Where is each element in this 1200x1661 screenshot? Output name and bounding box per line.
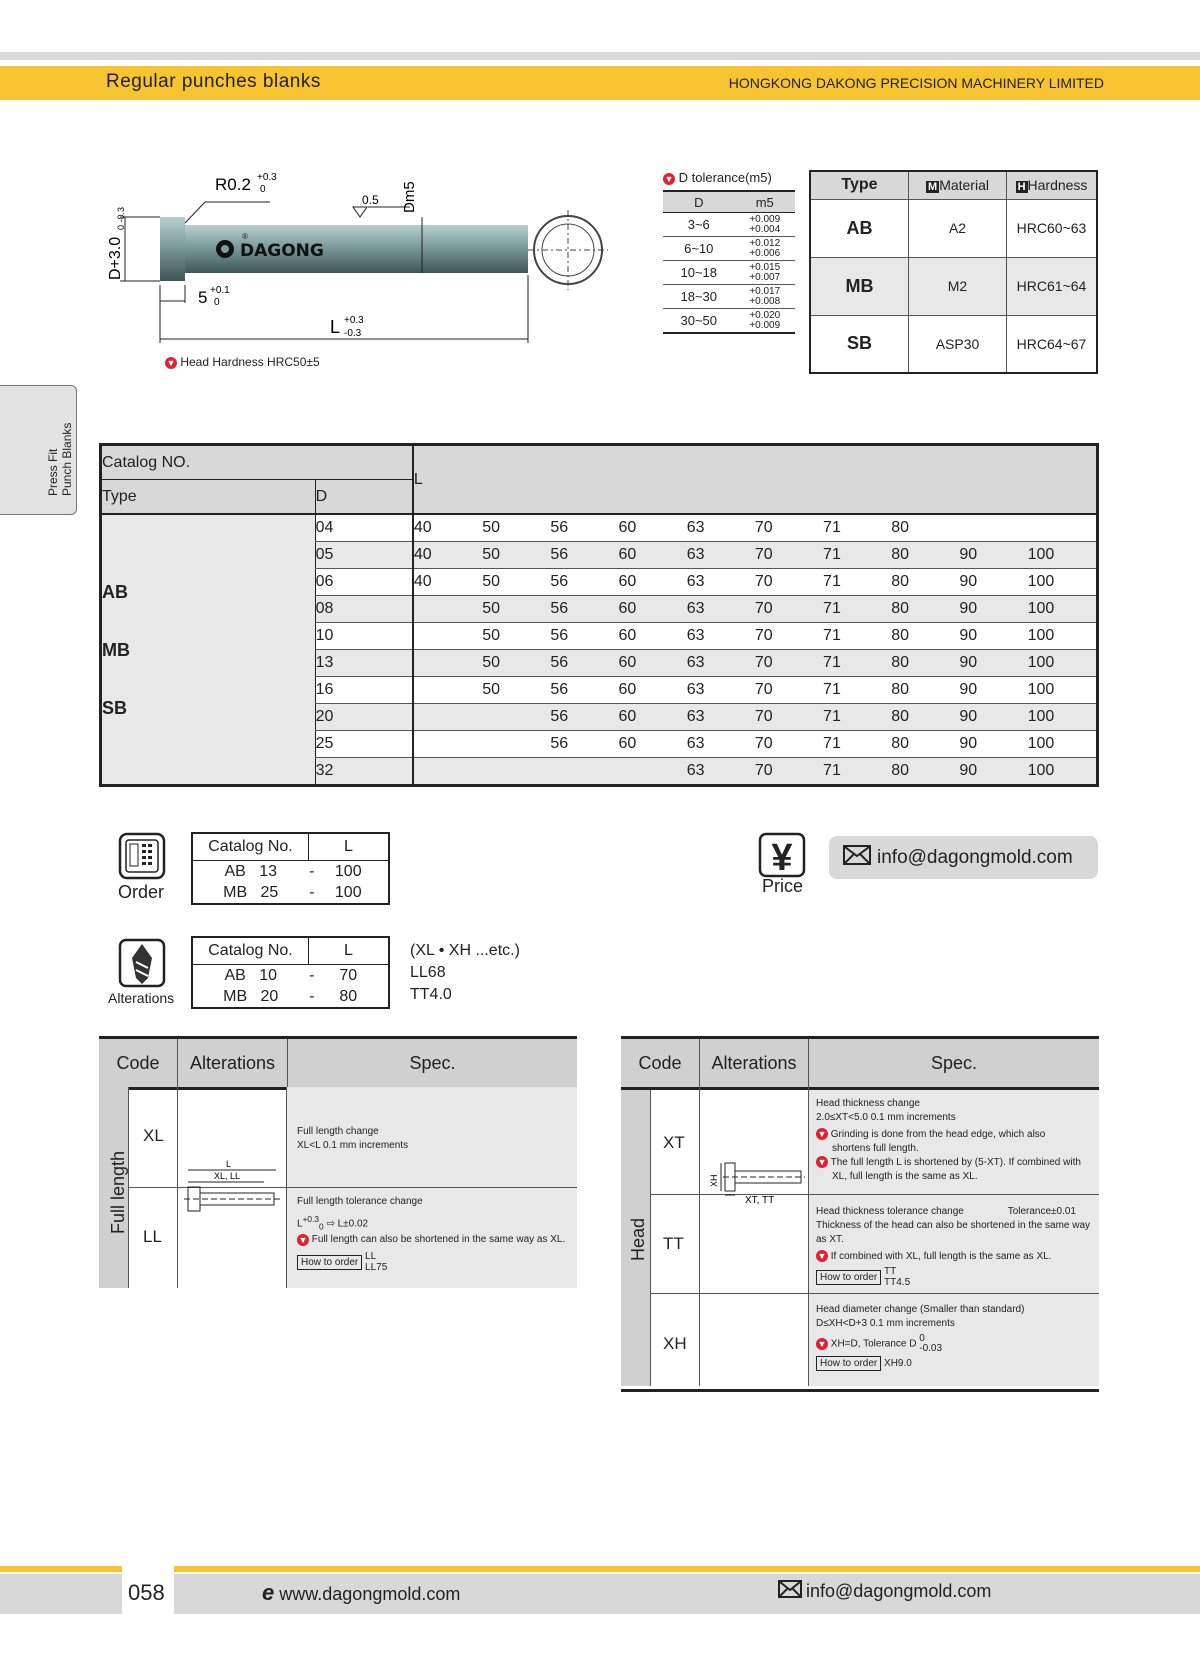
l-cell: 71 xyxy=(823,758,891,786)
l-cell: 71 xyxy=(823,514,891,542)
tolerance-row: 3~6 +0.009 +0.004 xyxy=(663,213,795,237)
code-ll: LL xyxy=(143,1227,162,1246)
l-cell: 60 xyxy=(619,542,687,569)
l-cell: 90 xyxy=(959,704,1027,731)
l-cell xyxy=(1028,514,1098,542)
svg-text:0: 0 xyxy=(260,184,266,195)
punch-head xyxy=(160,217,185,281)
svg-text:0: 0 xyxy=(214,297,220,308)
l-cell: 63 xyxy=(687,623,755,650)
l-cell: 70 xyxy=(755,731,823,758)
ll-spec: Full length tolerance change $L^{+0.3}_0$ ⇨ L±0.02 ▼ Full length can also be shortened in the same way as XL. How to order LL LL75 xyxy=(297,1196,566,1274)
l-cell: 80 xyxy=(891,677,959,704)
l-cell: 90 xyxy=(959,596,1027,623)
svg-text:®: ® xyxy=(242,232,248,241)
svg-text:+0.1: +0.1 xyxy=(210,285,230,296)
side-tab[interactable] xyxy=(0,385,77,515)
footer-website[interactable]: e www.dagongmold.com xyxy=(262,1580,461,1605)
l-cell: 70 xyxy=(755,542,823,569)
l-cell: 50 xyxy=(482,596,550,623)
alterations-notes: (XL • XH ...etc.) LL68 TT4.0 xyxy=(410,942,520,1003)
type-list: AB MB SB xyxy=(101,514,316,786)
svg-text:0 -0.3: 0 -0.3 xyxy=(116,206,126,230)
l-cell: 56 xyxy=(550,623,618,650)
l-cell: 71 xyxy=(823,731,891,758)
warning-icon: ▼ xyxy=(664,173,674,184)
material-row: AB A2 HRC60~63 xyxy=(810,199,1097,257)
l-cell: 90 xyxy=(959,569,1027,596)
l-cell xyxy=(413,623,482,650)
l-cell: 80 xyxy=(891,623,959,650)
order-row: AB 10 - 70 xyxy=(224,966,358,984)
l-cell: 70 xyxy=(755,514,823,542)
head-figure xyxy=(705,1157,805,1207)
svg-text:L: L xyxy=(226,1159,232,1169)
brand-text: DAGONG xyxy=(240,241,324,261)
l-cell: 63 xyxy=(687,569,755,596)
l-cell xyxy=(413,650,482,677)
catalog-no-header: Catalog NO. xyxy=(101,445,413,480)
tolerance-row: 18~30 +0.017 +0.008 xyxy=(663,285,795,309)
d-cell: 16 xyxy=(315,677,413,704)
l-cell: 100 xyxy=(1028,569,1098,596)
order-row: MB 25 - 100 xyxy=(223,883,362,901)
l-cell: 50 xyxy=(482,650,550,677)
l-cell: 100 xyxy=(1028,623,1098,650)
hardness-icon: H xyxy=(1017,181,1026,194)
d-cell: 13 xyxy=(315,650,413,677)
l-cell xyxy=(619,758,687,786)
full-length-table: Code Alterations Spec. xyxy=(99,1036,577,1090)
how-to-order-ll: How to order xyxy=(297,1255,362,1270)
page-number: 058 xyxy=(128,1580,165,1605)
length-label: L xyxy=(330,317,341,337)
l-cell xyxy=(413,704,482,731)
web-e-icon: e xyxy=(262,1580,275,1605)
l-cell: 100 xyxy=(1028,731,1098,758)
end-view xyxy=(528,210,608,290)
l-cell: 56 xyxy=(550,677,618,704)
material-icon: M xyxy=(928,181,938,194)
radius-label: R0.2 xyxy=(215,175,251,194)
tolerance-row: 6~10 +0.012 +0.006 xyxy=(663,237,795,261)
order-table: Catalog No. L AB 13 - 100 MB 25 - 100 xyxy=(191,832,390,905)
l-cell: 40 xyxy=(413,514,482,542)
tolerance-row: 30~50 +0.020 +0.009 xyxy=(663,309,795,334)
catalog-row xyxy=(101,514,1098,542)
l-cell: 80 xyxy=(891,704,959,731)
warning-icon: ▼ xyxy=(166,357,176,368)
d-cell: 32 xyxy=(315,758,413,786)
order-row: AB 13 - 100 xyxy=(224,862,362,880)
l-cell: 80 xyxy=(891,514,959,542)
side-tab-label: Press Fit Punch Blanks xyxy=(46,422,74,496)
full-length-body xyxy=(99,1087,577,1288)
l-cell: 63 xyxy=(687,758,755,786)
l-cell: 90 xyxy=(959,542,1027,569)
material-row: SB ASP30 HRC64~67 xyxy=(810,315,1097,373)
punch-drawing xyxy=(100,165,660,380)
l-cell: 63 xyxy=(687,514,755,542)
svg-text:+0.3: +0.3 xyxy=(257,172,277,183)
price-label: Price xyxy=(762,876,804,896)
tolerance-row: 10~18 +0.015 +0.007 xyxy=(663,261,795,285)
header-bar xyxy=(0,66,1200,100)
l-cell: 70 xyxy=(755,704,823,731)
l-cell: 100 xyxy=(1028,596,1098,623)
footer-email[interactable]: info@dagongmold.com xyxy=(778,1580,991,1602)
l-cell: 60 xyxy=(619,569,687,596)
tolerance-title: ▼ D tolerance(m5) xyxy=(664,170,772,185)
warning-icon: ▼ xyxy=(817,1251,827,1262)
code-xh: XH xyxy=(663,1334,687,1353)
l-cell: 71 xyxy=(823,542,891,569)
d-cell: 25 xyxy=(315,731,413,758)
l-cell xyxy=(413,758,482,786)
l-cell: 80 xyxy=(891,596,959,623)
warning-icon: ▼ xyxy=(817,1129,827,1140)
l-cell: 56 xyxy=(550,731,618,758)
five-label: 5 xyxy=(198,288,208,307)
l-cell: 70 xyxy=(755,677,823,704)
l-cell: 80 xyxy=(891,731,959,758)
l-cell: 90 xyxy=(959,677,1027,704)
l-cell: 100 xyxy=(1028,677,1098,704)
l-cell xyxy=(482,758,550,786)
l-cell: 71 xyxy=(823,569,891,596)
price-yen-icon xyxy=(758,832,808,878)
l-cell: 40 xyxy=(413,542,482,569)
l-cell: 56 xyxy=(550,542,618,569)
xl-spec: Full length change XL<L 0.1 mm increments xyxy=(297,1126,409,1151)
svg-text:XH: XH xyxy=(709,1174,719,1187)
svg-text:XT, TT: XT, TT xyxy=(745,1195,775,1206)
email-badge[interactable]: info@dagongmold.com xyxy=(829,836,1098,879)
material-table: Type M Material H Hardness AB A2 HRC60~63 MB M2 HRC61~64 SB ASP30 HRC64~67 xyxy=(809,170,1098,374)
l-cell: 50 xyxy=(482,569,550,596)
order-label: Order xyxy=(118,882,165,902)
l-cell: 56 xyxy=(550,514,618,542)
d-header: D xyxy=(315,480,413,515)
svg-text:XL, LL: XL, LL xyxy=(214,1171,241,1181)
l-cell: 63 xyxy=(687,650,755,677)
l-cell xyxy=(482,731,550,758)
l-cell: 71 xyxy=(823,650,891,677)
l-cell: 80 xyxy=(891,758,959,786)
l-cell: 60 xyxy=(619,596,687,623)
head-hardness-note: ▼ Head Hardness HRC50±5 xyxy=(166,355,320,369)
l-cell: 90 xyxy=(959,650,1027,677)
d-cell: 04 xyxy=(315,514,413,542)
l-cell: 100 xyxy=(1028,704,1098,731)
l-cell: 90 xyxy=(959,758,1027,786)
l-cell: 40 xyxy=(413,569,482,596)
l-cell: 60 xyxy=(619,623,687,650)
angle-label: 0.5 xyxy=(362,193,379,207)
l-cell: 63 xyxy=(687,677,755,704)
l-cell xyxy=(959,514,1027,542)
l-cell: 60 xyxy=(619,650,687,677)
alterations-drill-icon xyxy=(118,938,168,988)
l-cell: 56 xyxy=(550,569,618,596)
l-cell xyxy=(550,758,618,786)
full-length-figure xyxy=(184,1157,284,1217)
mail-icon xyxy=(843,845,871,865)
l-cell xyxy=(413,677,482,704)
l-cell: 80 xyxy=(891,569,959,596)
l-cell: 71 xyxy=(823,677,891,704)
xh-spec: Head diameter change (Smaller than standard) D≤XH<D+3 0.1 mm increments ▼ XH=D, Tolerance D 0 -0.03 How to order XH9.0 xyxy=(816,1304,1025,1369)
l-cell: 70 xyxy=(755,650,823,677)
l-cell: 60 xyxy=(619,677,687,704)
l-cell: 80 xyxy=(891,650,959,677)
d-cell: 05 xyxy=(315,542,413,569)
l-cell xyxy=(482,704,550,731)
how-to-order-tt: How to order xyxy=(816,1270,881,1285)
l-cell: 71 xyxy=(823,704,891,731)
l-header: L xyxy=(413,445,1098,515)
top-gray-band xyxy=(0,52,1200,60)
warning-icon: ▼ xyxy=(817,1157,827,1168)
l-cell: 56 xyxy=(550,596,618,623)
mail-icon xyxy=(778,1580,802,1598)
d-cell: 08 xyxy=(315,596,413,623)
l-cell: 50 xyxy=(482,677,550,704)
tt-spec: Head thickness tolerance change Tolerance±0.01 Thickness of the head can also be shortened in the same way as XT. ▼ If combined with XL, full length is the same as XL. How to order TT TT4.5 xyxy=(816,1206,1091,1288)
l-cell: 60 xyxy=(619,514,687,542)
l-cell: 90 xyxy=(959,731,1027,758)
code-xt: XT xyxy=(663,1133,685,1152)
l-cell: 100 xyxy=(1028,542,1098,569)
material-row: MB M2 HRC61~64 xyxy=(810,257,1097,315)
l-cell: 50 xyxy=(482,542,550,569)
company-name: HONGKONG DAKONG PRECISION MACHINERY LIMITED xyxy=(728,75,1104,91)
code-xl: XL xyxy=(143,1126,164,1145)
dm5-label: Dm5 xyxy=(401,181,418,213)
d-cell: 06 xyxy=(315,569,413,596)
l-cell: 60 xyxy=(619,731,687,758)
head-dim-label: D+3.0 xyxy=(107,236,124,280)
dagong-logo-icon xyxy=(216,240,234,258)
l-cell: 60 xyxy=(619,704,687,731)
xt-spec: Head thickness change 2.0≤XT<5.0 0.1 mm increments ▼ Grinding is done from the head edge, which also shortens full length. ▼ The full length L is shortened by (5-XT). If combined with XL, full length is the same as XL. xyxy=(816,1098,1081,1182)
l-cell: 70 xyxy=(755,596,823,623)
l-cell xyxy=(413,731,482,758)
l-cell: 100 xyxy=(1028,758,1098,786)
l-cell: 70 xyxy=(755,758,823,786)
type-header: Type xyxy=(101,480,316,515)
l-cell: 63 xyxy=(687,542,755,569)
alterations-table: Catalog No. L AB 10 - 70 MB 20 - 80 xyxy=(191,936,390,1009)
catalog-table xyxy=(99,443,1099,787)
l-cell: 56 xyxy=(550,650,618,677)
l-cell: 63 xyxy=(687,704,755,731)
l-cell: 63 xyxy=(687,731,755,758)
l-cell: 50 xyxy=(482,623,550,650)
l-cell: 70 xyxy=(755,569,823,596)
l-cell: 56 xyxy=(550,704,618,731)
head-group-label: Head xyxy=(628,1217,648,1261)
warning-icon: ▼ xyxy=(817,1339,827,1349)
page-title: Regular punches blanks xyxy=(106,71,321,92)
d-cell: 20 xyxy=(315,704,413,731)
l-cell: 63 xyxy=(687,596,755,623)
l-cell: 71 xyxy=(823,596,891,623)
tolerance-table: D m5 3~6 +0.009 +0.004 6~10 +0.012 +0.006 10~18 +0.015 +0.007 18~30 +0.017 +0.008 30~50 +0.020 +0.009 xyxy=(663,190,795,334)
svg-text:+0.3: +0.3 xyxy=(344,315,364,326)
l-cell xyxy=(413,596,482,623)
head-table: Code Alterations Spec. Head XT TT XH XH XT, TT Head thickness change 2.0≤XT<5.0 0.1 mm increments ▼ Grinding is done from the head edge, which also shortens full length. ▼ The full length L is shortened by (5-XT). If combined with XL, full length is the same as XL. Head thickness tolerance change Tolerance±0.01 Thickness of the head can also be shortened in the same way as XT. ▼ If combined with XL, full length is the same as XL. How to order TT TT4.5 Head diameter change (Smaller than standard) D≤XH<D+3 0.1 mm increments ▼ XH=D, Tolerance D 0 -0.03 How to order XH9.0 xyxy=(621,1036,1099,1392)
alterations-label: Alterations xyxy=(108,990,175,1006)
d-cell: 10 xyxy=(315,623,413,650)
code-tt: TT xyxy=(663,1234,684,1253)
full-length-label: Full length xyxy=(108,1150,128,1234)
svg-text:-0.3: -0.3 xyxy=(344,328,362,339)
order-row: MB 20 - 80 xyxy=(223,987,358,1005)
order-phone-icon xyxy=(118,832,168,880)
l-cell: 90 xyxy=(959,623,1027,650)
l-cell: 50 xyxy=(482,514,550,542)
l-cell: 71 xyxy=(823,623,891,650)
l-cell: 70 xyxy=(755,623,823,650)
svg-text:¥: ¥ xyxy=(771,837,793,878)
punch-shank xyxy=(185,225,528,273)
how-to-order-xh: How to order xyxy=(816,1356,881,1371)
l-cell: 80 xyxy=(891,542,959,569)
l-cell: 100 xyxy=(1028,650,1098,677)
warning-icon: ▼ xyxy=(298,1234,308,1245)
